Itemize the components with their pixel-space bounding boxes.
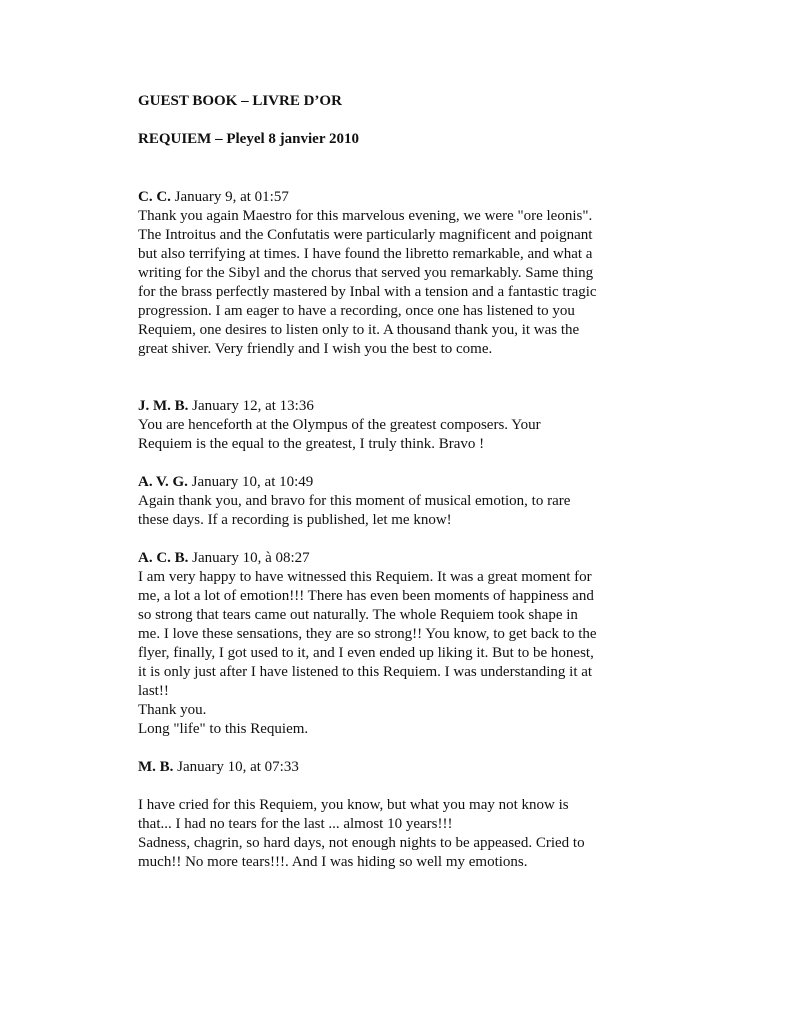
entry-author: M. B.: [138, 759, 174, 775]
guest-book-page: [138, 92, 598, 872]
guest-entry: [138, 758, 598, 872]
entry-author: C. C.: [138, 189, 171, 205]
entry-date: January 9, at 01:57: [174, 189, 289, 205]
entry-header: [138, 549, 598, 568]
entry-body: [138, 492, 598, 530]
entry-spacer: [138, 777, 598, 796]
entry-body: [138, 416, 598, 454]
guest-entry: [138, 473, 598, 530]
entry-date: January 10, at 07:33: [177, 759, 299, 775]
entry-date: January 10, at 10:49: [191, 474, 314, 490]
entry-spacer: [138, 454, 598, 473]
entry-paragraph: You are henceforth at the Olympus of the greatest composers. Your Requiem is the equal to the greatest, I truly think. Bravo !: [138, 417, 541, 452]
guest-entry: [138, 397, 598, 454]
entry-author: J. M. B.: [138, 398, 189, 414]
entry-header: [138, 397, 598, 416]
entry-author: A. C. B.: [138, 550, 189, 566]
entry-paragraph: Long "life" to this Requiem.: [138, 721, 309, 737]
entry-body: [138, 568, 598, 739]
entry-paragraph: Sadness, chagrin, so hard days, not enough nights to be appeased. Cried to much!! No more tears!!!. And I was hiding so well my emotions.: [138, 835, 585, 870]
document-title: GUEST BOOK – LIVRE D’OR: [138, 93, 342, 109]
entry-body: [138, 796, 598, 872]
entry-paragraph: I am very happy to have witnessed this Requiem. It was a great moment for me, a lot a lot of emotion!!! There has even been moments of happiness and so strong that tears came out naturally. The whole Requiem took shape in me. I love these sensations, they are so strong!! You know, to get back to the flyer, finally, I got used to it, and I even ended up liking it. But to be honest, it is only just after I have listened to this Requiem. I was understanding it at last!!: [138, 569, 597, 699]
entry-spacer: [138, 530, 598, 549]
entry-paragraph: Thank you again Maestro for this marvelous evening, we were "ore leonis". The Introitus and the Confutatis were particularly magnificent and poignant but also terrifying at times. I have found the libretto remarkable, and what a writing for the Sibyl and the chorus that served you remarkably. Same thing for the brass perfectly mastered by Inbal with a tension and a fantastic tragic progression. I am eager to have a recording, once one has listened to you Requiem, one desires to listen only to it. A thousand thank you, it was the great shiver. Very friendly and I wish you the best to come.: [138, 208, 597, 357]
entry-header: [138, 473, 598, 492]
entry-header: [138, 758, 598, 777]
document-subtitle: REQUIEM – Pleyel 8 janvier 2010: [138, 131, 359, 147]
entry-paragraph: Thank you.: [138, 702, 207, 718]
entry-spacer: [138, 739, 598, 758]
entry-author: A. V. G.: [138, 474, 188, 490]
guest-entry: [138, 188, 598, 359]
guest-entry: [138, 549, 598, 739]
entry-paragraph: I have cried for this Requiem, you know, but what you may not know is that... I had no tears for the last ... almost 10 years!!!: [138, 797, 569, 832]
entry-paragraph: Again thank you, and bravo for this moment of musical emotion, to rare these days. If a recording is published, let me know!: [138, 493, 571, 528]
entry-header: [138, 188, 598, 207]
entry-spacer: [138, 359, 598, 397]
entry-date: January 12, at 13:36: [192, 398, 314, 414]
entry-date: January 10, à 08:27: [192, 550, 310, 566]
entry-body: [138, 207, 598, 359]
